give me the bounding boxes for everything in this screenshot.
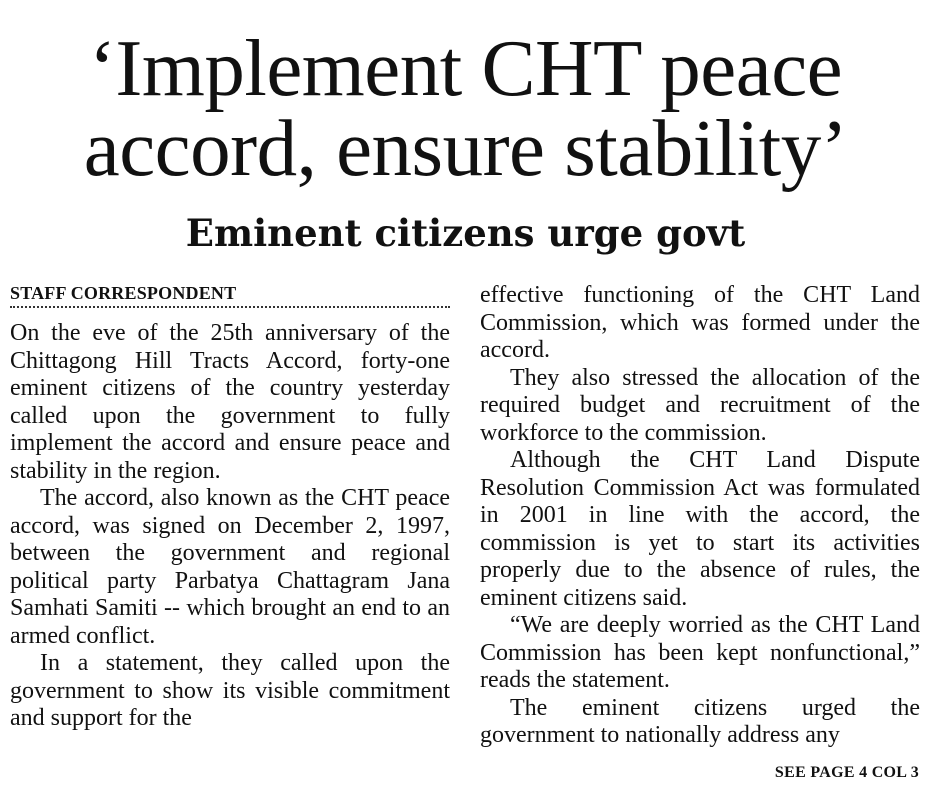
byline: STAFF CORRESPONDENT <box>10 282 450 308</box>
article-paragraph: “We are deeply worried as the CHT Land Commission has been kept nonfunctional,” reads the statement. <box>480 612 920 693</box>
article-column-right <box>480 282 920 750</box>
article-paragraph: Although the CHT Land Dispute Resolution Commission Act was formulated in 2001 in line with the accord, the commission is yet to start its activities properly due to the absence of rules, the eminent citizens said. <box>480 447 920 611</box>
headline: ‘Implement CHT peace accord, ensure stability’ <box>83 23 848 193</box>
article-paragraph: The eminent citizens urged the government to nationally address any <box>480 694 920 748</box>
article-paragraph: effective functioning of the CHT Land Commission, which was formed under the accord. <box>480 282 920 363</box>
article-paragraph: The accord, also known as the CHT peace accord, was signed on December 2, 1997, between the government and regional political party Parbatya Chattagram Jana Samhati Samiti -- which brought an end to an armed conflict. <box>10 485 450 649</box>
continued-on-page-note: SEE PAGE 4 COL 3 <box>774 764 919 781</box>
subheadline: Eminent citizens urge govt <box>185 211 746 255</box>
article-column-left <box>10 282 450 733</box>
article-paragraph: In a statement, they called upon the government to show its visible commitment and support for the <box>10 650 450 731</box>
article-paragraph: They also stressed the allocation of the required budget and recruitment of the workforce to the commission. <box>480 364 920 446</box>
article-paragraph: On the eve of the 25th anniversary of the Chittagong Hill Tracts Accord, forty-one eminent citizens of the country yesterday called upon the government to fully implement the accord and ensure peace and stability in the region. <box>10 320 450 484</box>
